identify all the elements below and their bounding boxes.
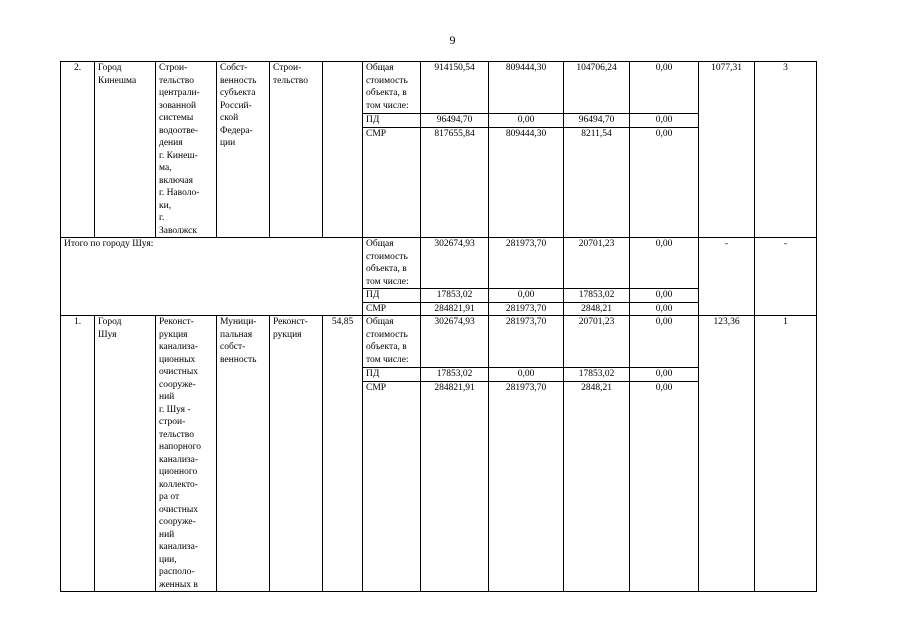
cost-regional: 20701,23 [564, 316, 630, 368]
cost-total: 817655,84 [421, 127, 489, 237]
cost-local: 0,00 [630, 381, 699, 591]
table-row-shuya-total-main [61, 238, 817, 289]
cost-total: 302674,93 [421, 238, 489, 289]
cost-label: ПД [363, 368, 421, 382]
capacity-cell: 54,85 [323, 316, 363, 592]
column-a-cell: 1077,31 [699, 62, 755, 238]
cost-total: 914150,54 [421, 62, 489, 114]
object-cell: Строи- тельство централи- зованной системы водоотве- дения г. Кинеш- ма, включая г. Наволо- ки, г. Заволжск [156, 62, 217, 238]
table-row-shuya-main [61, 316, 817, 368]
column-b-cell: 1 [755, 316, 817, 592]
page-number: 9 [449, 33, 456, 47]
cost-federal: 281973,70 [489, 238, 564, 289]
capacity-cell [323, 62, 363, 238]
cost-total: 284821,91 [421, 381, 489, 591]
cost-local: 0,00 [630, 368, 699, 382]
cost-label: Общая стоимость объекта, в том числе: [363, 62, 421, 114]
city-cell: Город Кинешма [95, 62, 156, 238]
cost-local: 0,00 [630, 289, 699, 303]
cost-regional: 17853,02 [564, 368, 630, 382]
cost-local: 0,00 [630, 62, 699, 114]
column-a-cell: - [699, 238, 755, 316]
ownership-cell: Муници- пальная собст- венность [217, 316, 270, 592]
cost-regional: 8211,54 [564, 127, 630, 237]
cost-total: 17853,02 [421, 289, 489, 303]
cost-local: 0,00 [630, 114, 699, 128]
cost-label: СМР [363, 381, 421, 591]
cost-local: 0,00 [630, 127, 699, 237]
cost-label: СМР [363, 127, 421, 237]
cost-federal: 0,00 [489, 114, 564, 128]
ownership-cell: Собст- венность субъекта Россий- ской Федера- ции [217, 62, 270, 238]
cost-federal: 281973,70 [489, 381, 564, 591]
city-total-label: Итого по городу Шуя: [61, 238, 363, 316]
object-cell: Реконст- рукция канализа- ционных очистных сооруже- ний г. Шуя - строи- тельство напорного канализа- ционного коллекто- ра от очистных сооруже- ний канализа- ции, располо- женных в [156, 316, 217, 592]
work-type-cell: Строи- тельство [270, 62, 323, 238]
cost-federal: 809444,30 [489, 127, 564, 237]
cost-label: ПД [363, 289, 421, 303]
column-b-cell: - [755, 238, 817, 316]
cost-label: Общая стоимость объекта, в том числе: [363, 316, 421, 368]
cost-label: ПД [363, 114, 421, 128]
row-number: 1. [61, 316, 95, 592]
city-cell: Город Шуя [95, 316, 156, 592]
cost-label: Общая стоимость объекта, в том числе: [363, 238, 421, 289]
cost-label: СМР [363, 302, 421, 316]
work-type-cell: Реконст- рукция [270, 316, 323, 592]
cost-total: 284821,91 [421, 302, 489, 316]
cost-regional: 2848,21 [564, 381, 630, 591]
row-number: 2. [61, 62, 95, 238]
cost-federal: 0,00 [489, 289, 564, 303]
cost-total: 302674,93 [421, 316, 489, 368]
cost-federal: 281973,70 [489, 302, 564, 316]
cost-federal: 0,00 [489, 368, 564, 382]
cost-total: 96494,70 [421, 114, 489, 128]
cost-local: 0,00 [630, 238, 699, 289]
cost-local: 0,00 [630, 302, 699, 316]
cost-total: 17853,02 [421, 368, 489, 382]
cost-regional: 2848,21 [564, 302, 630, 316]
budget-table [60, 61, 817, 592]
table-row-kineshma-main [61, 62, 817, 114]
cost-local: 0,00 [630, 316, 699, 368]
cost-regional: 20701,23 [564, 238, 630, 289]
cost-regional: 104706,24 [564, 62, 630, 114]
cost-regional: 17853,02 [564, 289, 630, 303]
cost-regional: 96494,70 [564, 114, 630, 128]
column-a-cell: 123,36 [699, 316, 755, 592]
cost-federal: 281973,70 [489, 316, 564, 368]
column-b-cell: 3 [755, 62, 817, 238]
cost-federal: 809444,30 [489, 62, 564, 114]
